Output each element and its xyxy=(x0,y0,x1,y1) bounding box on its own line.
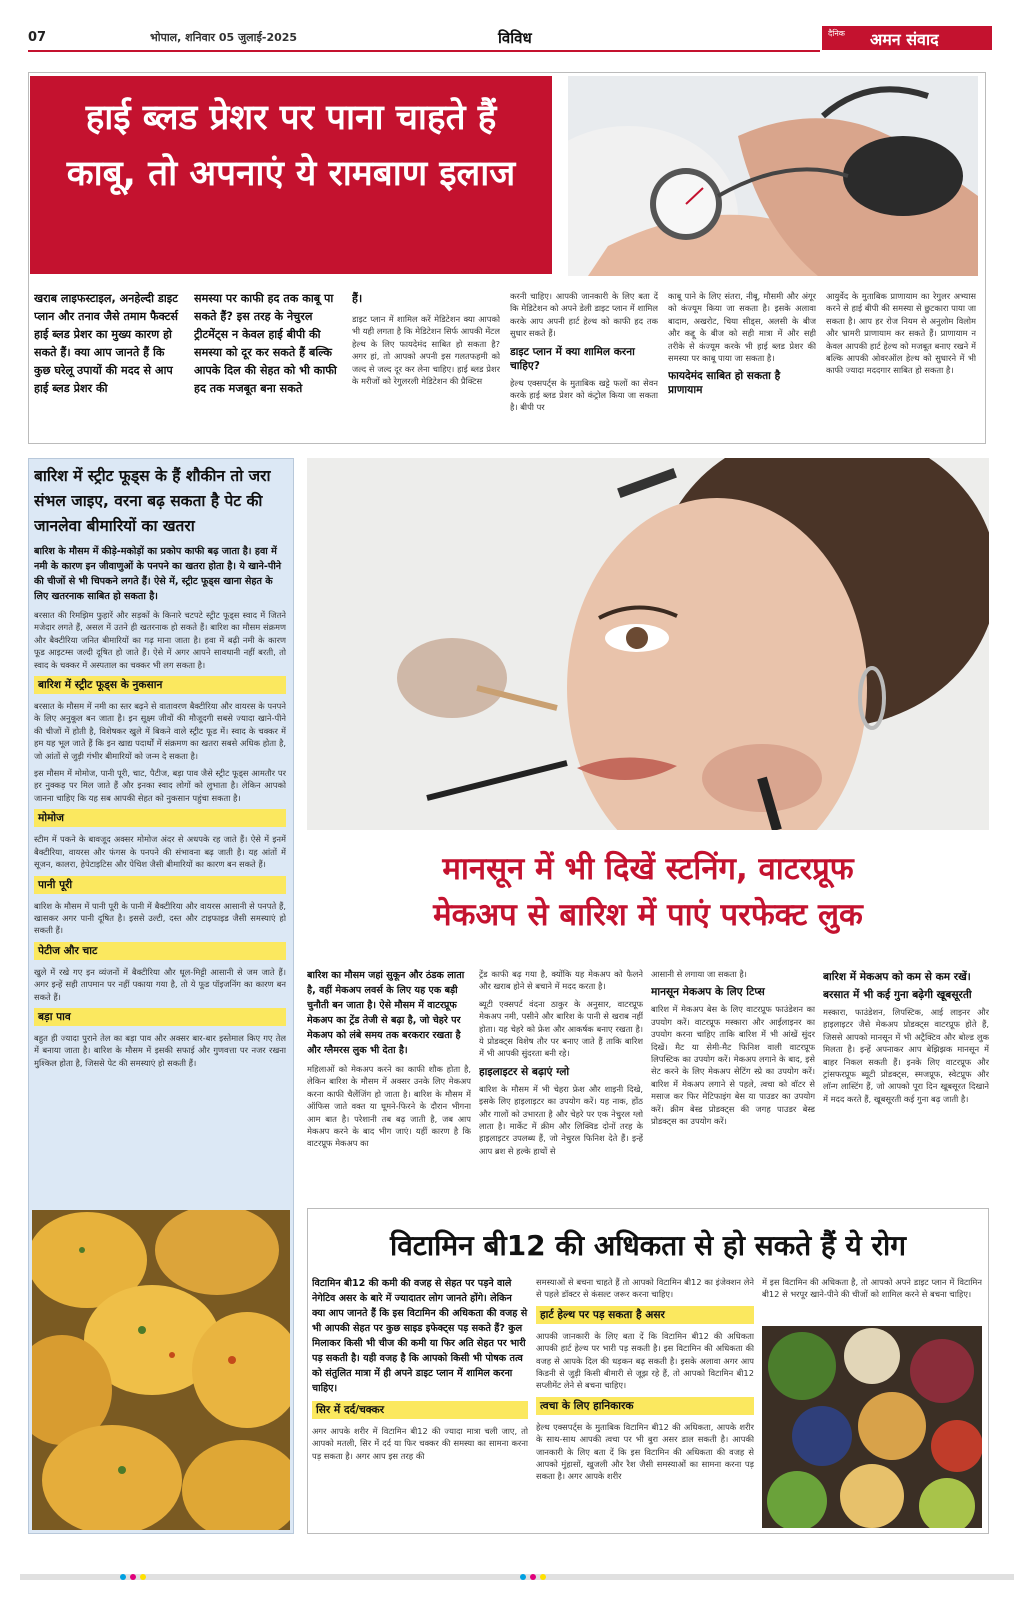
makeup-p3: ब्यूटी एक्सपर्ट वंदना ठाकुर के अनुसार, वाटरप्रूफ मेकअप नमी, पसीने और बारिश के पानी से खराब नहीं होता। यह चेहरे को फ्रेश और आकर्षक बनाए रखता है। ये प्रोडक्ट्स विशेष तौर पर बनाए जाते हैं ताकि बारिश में भी आपकी सुंदरता बनी रहे। xyxy=(479,998,643,1059)
bp-column-1 xyxy=(34,290,182,440)
makeup-photo xyxy=(307,458,989,830)
bp-photo xyxy=(568,76,978,276)
streetfood-p2: बरसात के मौसम में नमी का स्तर बढ़ने से वातावरण बैक्टीरिया और वायरस के पनपने के लिए अनुकूल बन जाता है। इन सूक्ष्म जीवों की मौजूदगी सबसे ज्यादा खाने-पीने की चीजों में होती है, विशेषकर खुले में बिकने वाले स्ट्रीट फूड में। स्वाद के चक्कर में हम यह भूल जाते हैं कि इन खाद्य पदार्थों में संक्रमण का खतरा सबसे अधिक होता है, जो आंतों से जुड़ी गंभीर बीमारियों को जन्म दे सकता है। xyxy=(34,701,286,761)
reg-mark-magenta-2 xyxy=(530,1574,536,1580)
streetfood-subhead-momos: मोमोज xyxy=(34,809,286,827)
makeup-subhead-beauty: बरसात में भी कई गुना बढ़ेगी खूबसूरती xyxy=(823,989,972,1001)
makeup-headline-line-1: मानसून में भी दिखें स्टनिंग, वाटरप्रूफ xyxy=(442,851,854,887)
section-label: विविध xyxy=(498,29,532,47)
makeup-col4-lead: बारिश में मेकअप को कम से कम रखें। xyxy=(823,971,971,983)
makeup-column-4 xyxy=(823,968,989,1200)
streetfood-subhead-badapav: बड़ा पाव xyxy=(34,1008,286,1026)
makeup-subhead-highlighter: हाइलाइटर से बढ़ाएं ग्लो xyxy=(479,1065,570,1078)
b12-p5: में इस विटामिन की अधिकता है, तो आपको अपने डाइट प्लान में विटामिन बी12 से भरपूर खाने-पीने की चीजों को शामिल करने से बचना चाहिए। xyxy=(762,1277,982,1300)
makeup-p5: आसानी से लगाया जा सकता है। xyxy=(651,969,747,979)
bp-text-4b: हेल्थ एक्सपर्ट्स के मुताबिक खट्टे फलों का सेवन करके हाई ब्लड प्रेशर को कंट्रोल किया जा सकता है। बीपी पर xyxy=(510,377,658,413)
streetfood-subhead-harm: बारिश में स्ट्रीट फूड्स के नुकसान xyxy=(34,676,286,694)
b12-lead: विटामिन बी12 की कमी की वजह से सेहत पर पड़ने वाले नेगेटिव असर के बारे में ज्यादातर लोग जानते होंगे। लेकिन क्या आप जानते हैं कि इस विटामिन की अधिकता की वजह से भी आपकी सेहत पर कुछ साइड इफेक्ट्स पड़ सकते हैं? कुल मिलाकर किसी भी चीज की कमी या फिर अति सेहत पर भारी पड़ सकती है। यही वजह है कि आपको किसी भी पोषक तत्व को संतुलित मात्रा में ही अपने डाइट प्लान में शामिल करना चाहिए। xyxy=(312,1278,528,1394)
page-number: 07 xyxy=(28,30,47,45)
reg-mark-yellow-2 xyxy=(540,1574,546,1580)
b12-column-3 xyxy=(762,1276,982,1324)
bp-subhead-pranayam: फायदेमंद साबित हो सकता है प्राणायाम xyxy=(668,370,781,397)
makeup-headline xyxy=(307,846,989,938)
bp-column-2 xyxy=(194,290,342,440)
bp-column-6 xyxy=(826,290,976,440)
b12-p3: आपकी जानकारी के लिए बता दें कि विटामिन बी12 की अधिकता आपकी हार्ट हेल्थ पर भारी पड़ सकती है। इस विटामिन की अधिकता की वजह से आपके दिल की धड़कन बढ़ सकती है। इसके अलावा अगर आप किडनी से जुड़ी किसी बीमारी से जूझ रहे हैं, तो आपको विटामिन बी12 सप्लीमेंट लेने से बचना चाहिए। xyxy=(536,1330,754,1391)
streetfood-p1: बरसात की रिमझिम फुहारें और सड़कों के किनारे चटपटे स्ट्रीट फूड्स स्वाद में जितने मजेदार लगते हैं, असल में उतने ही खतरनाक हो सकते हैं। बारिश का मौसम संक्रमण और बैक्टीरिया जनित बीमारियों का गढ़ माना जाता है। हवा में बढ़ी नमी के कारण फूड आइटम्स जल्दी दूषित हो जाते हैं। ऐसे में अगर आपने सावधानी नहीं बरती, तो स्वाद के चक्कर में अस्पताल का चक्कर भी लग सकता है। xyxy=(34,610,286,670)
bp-text-6: आयुर्वेद के मुताबिक प्राणायाम का रेगुलर अभ्यास करने से हाई बीपी की समस्या से छुटकारा पाया जा सकता है। आप हर रोज नियम से अनुलोम विलोम और भ्रामरी प्राणायाम कर सकते हैं। प्राणायाम न केवल आपकी हार्ट हेल्थ को मजबूत बनाए रखने में बल्कि आपकी ओवरऑल हेल्थ को सुधारने में भी काफी ज्यादा मददगार साबित हो सकता है। xyxy=(826,291,976,376)
brand-small: दैनिक xyxy=(828,29,845,38)
streetfood-p5: बारिश के मौसम में पानी पूरी के पानी में बैक्टीरिया और वायरस आसानी से पनपते हैं, खासकर अगर पानी दूषित है। इससे उल्टी, दस्त और टाइफाइड जैसी समस्याएं हो सकती हैं। xyxy=(34,900,286,936)
b12-subhead-headache: सिर में दर्द/चक्कर xyxy=(312,1401,528,1419)
streetfood-p7: बहुत ही ज्यादा पुराने तेल का बड़ा पाव और अक्सर बार-बार इस्तेमाल किए गए तेल में बनाया जाता है। बारिश के मौसम में इसकी सफाई और गुणवत्ता पर नजर रखना मुश्किल होता है, जिससे पेट की समस्याएं हो सकती हैं। xyxy=(34,1032,286,1068)
makeup-p4: बारिश के मौसम में भी चेहरा फ्रेश और शाइनी दिखे, इसके लिए हाइलाइटर का उपयोग करें। यह नाक, होंठ और गालों को उभारता है और चेहरे पर एक नेचुरल ग्लो लाता है। मार्केट में क्रीम और लिक्विड दोनों तरह के हाइलाइटर उपलब्ध हैं, जो नेचुरल फिनिश देते हैं। इन्हें आप ब्रश से हल्के हाथों से xyxy=(479,1083,643,1156)
bp-headline-box xyxy=(30,76,552,274)
reg-mark-cyan-2 xyxy=(520,1574,526,1580)
streetfood-headline: बारिश में स्ट्रीट फूड्स के हैं शौकीन तो जरा संभल जाइए, वरना बढ़ सकता है पेट की जानलेवा बीमारियों का खतरा xyxy=(34,467,271,535)
streetfood-content xyxy=(34,464,286,1204)
streetfood-p4: स्टीम में पकने के बावजूद अक्सर मोमोज अंदर से अधपके रह जाते हैं। ऐसे में इनमें बैक्टीरिया, वायरस और फंगस के पनपने की संभावना बढ़ जाती है। यह आंतों में सूजन, कालरा, हेपेटाइटिस और पेचिश जैसी बीमारियों का कारण बन सकते हैं। xyxy=(34,834,286,870)
bp-text-5: काबू पाने के लिए संतरा, नीबू, मौसमी और अंगूर को कंज्यूम किया जा सकता है। इसके अलावा बादाम, अखरोट, चिया सीड्स, अलसी के बीज और कद्दू के बीज को सही मात्रा में और सही तरीके से कंज्यूम करके भी हाई ब्लड प्रेशर की समस्या पर काबू पाया जा सकता है। xyxy=(668,291,816,364)
makeup-p6: मस्कारा, फाउंडेशन, लिपस्टिक, आई लाइनर और हाइलाइटर जैसे मेकअप प्रोडक्ट्स वाटरप्रूफ होते हैं, जिससे आपको मानसून में भी अट्रैक्टिव और बोल्ड लुक मिलता है। इन्हें अपनाकर आप बेझिझक मानसून में बाहर निकल सकती हैं। इनके लिए वाटरप्रूफ और ट्रांसफरप्रूफ ब्यूटी प्रोडक्ट्स, स्मजप्रूफ, स्वेटप्रूफ और लॉन्ग लास्टिंग हैं, जो आपको पूरा दिन खूबसूरत दिखाने में मदद करते हैं, खूबसूरती कई गुना बढ़ जाती है। xyxy=(823,1007,989,1104)
b12-subhead-skin: त्वचा के लिए हानिकारक xyxy=(536,1397,754,1415)
bp-text-3: डाइट प्लान में शामिल करें मेडिटेशन क्या आपको भी यही लगता है कि मेडिटेशन सिर्फ आपकी मेंटल हेल्थ के लिए फायदेमंद साबित हो सकता है? अगर हां, तो आपको अपनी इस गलतफहमी को जल्द से जल्द दूर कर लेना चाहिए। हाई ब्लड प्रेशर के मरीजों को रेगुलरली मेडिटेशन की प्रैक्टिस xyxy=(352,314,500,387)
reg-mark-yellow xyxy=(140,1574,146,1580)
bp-subhead-diet: डाइट प्लान में क्या शामिल करना चाहिए? xyxy=(510,345,635,372)
reg-mark-magenta xyxy=(130,1574,136,1580)
b12-p2: समस्याओं से बचना चाहते हैं तो आपको विटामिन बी12 का इंजेक्शन लेने से पहले डॉक्टर से कंसल्ट जरूर करना चाहिए। xyxy=(536,1277,754,1300)
makeup-lead: बारिश का मौसम जहां सुकून और ठंडक लाता है, वहीं मेकअप लवर्स के लिए यह एक बड़ी चुनौती बन जाता है। ऐसे मौसम में वाटरप्रूफ मेकअप का ट्रेंड तेजी से बढ़ा है, जो चेहरे पर मेकअप को लंबे समय तक बरकरार रखता है और ग्लैमरस लुक भी देता है। xyxy=(307,970,465,1056)
streetfood-p6: खुले में रखे गए इन व्यंजनों में बैक्टीरिया और धूल-मिट्टी आसानी से जम जाते हैं। अगर इन्हें सही तापमान पर नहीं पकाया गया है, तो ये फूड पॉइजनिंग का कारण बन सकते हैं। xyxy=(34,966,286,1002)
bp-column-5 xyxy=(668,290,816,440)
b12-p1: अगर आपके शरीर में विटामिन बी12 की ज्यादा मात्रा चली जाए, तो आपको मतली, सिर में दर्द या फिर चक्कर की समस्या का सामना करना पड़ सकता है। अगर आप इस तरह की xyxy=(312,1426,528,1461)
b12-headline: विटामिन बी12 की अधिकता से हो सकते हैं ये रोग xyxy=(389,1229,906,1262)
masthead xyxy=(0,0,1034,60)
b12-subhead-heart: हार्ट हेल्थ पर पड़ सकता है असर xyxy=(536,1306,754,1324)
makeup-headline-line-2: मेकअप से बारिश में पाएं परफेक्ट लुक xyxy=(433,897,863,933)
dateline: भोपाल, शनिवार 05 जुलाई-2025 xyxy=(150,31,298,44)
makeup-column-2 xyxy=(479,968,643,1200)
bp-column-4 xyxy=(510,290,658,440)
brand-name: अमन संवाद xyxy=(870,30,939,49)
bp-column-3 xyxy=(352,290,500,440)
makeup-p1: महिलाओं को मेकअप करने का काफी शौक होता है, लेकिन बारिश के मौसम में अक्सर उनके लिए मेकअप करना काफी चैलेंजिंग हो जाता है। बारिश के मौसम में ऑफिस जाते वक्त या घूमने-फिरने के दौरान भीगना आम बात है। परेशानी तब बढ़ जाती है, जब आप मेकअप करने के बाद भीग जाएं। यहीं कारण है कि वाटरप्रूफ मेकअप का xyxy=(307,1064,471,1149)
makeup-tips: बारिश में मेकअप बेस के लिए वाटरप्रूफ फाउंडेशन का उपयोग करें। वाटरप्रूफ मस्कारा और आईलाइनर का उपयोग करना चाहिए ताकि बारिश में भी आंखें सुंदर दिखें। मैट या सेमी-मैट फिनिश वाली वाटरप्रूफ लिपस्टिक का उपयोग करें। मेकअप लगाने के बाद, इसे सेट करने के लिए मेकअप सेटिंग स्प्रे का उपयोग करें। बारिश में मेकअप लगाने से पहले, त्वचा को वॉटर से मसाज कर फिर मेटिफाइंग बेस या पाउडर का उपयोग करें। क्रीम बेस्ड प्रोडक्ट्स की जगह पाउडर बेस्ड प्रोडक्ट्स का उपयोग करें। xyxy=(651,1004,815,1127)
streetfood-lead: बारिश के मौसम में कीड़े-मकोड़ों का प्रकोप काफी बढ़ जाता है। हवा में नमी के कारण इन जीवाणुओं के पनपने का खतरा होता है। ये खाने-पीने की चीजों से भी चिपकने लगते हैं। ऐसे में, स्ट्रीट फूड्स खाना सेहत के लिए खतरनाक साबित हो सकता है। xyxy=(34,546,282,602)
makeup-column-3 xyxy=(651,968,815,1200)
reg-mark-cyan xyxy=(120,1574,126,1580)
makeup-column-1 xyxy=(307,968,471,1200)
streetfood-subhead-panipuri: पानी पूरी xyxy=(34,876,286,894)
streetfood-photo xyxy=(32,1210,290,1530)
bp-text-4a: करनी चाहिए। आपकी जानकारी के लिए बता दें कि मेडिटेशन को अपने डेली डाइट प्लान में शामिल करके आप अपनी हार्ट हेल्थ को काफी हद तक सुधार सकते हैं। xyxy=(510,291,658,339)
makeup-subhead-tips: मानसून मेकअप के लिए टिप्स xyxy=(651,986,765,999)
bp-text-1: खराब लाइफस्टाइल, अनहेल्दी डाइट प्लान और तनाव जैसे तमाम फैक्टर्स हाई ब्लड प्रेशर का मुख्य कारण हो सकते हैं। क्या आप जानते हैं कि कुछ घरेलू उपायों की मदद से आप हाई ब्लड प्रेशर की xyxy=(34,292,178,395)
brand-logo xyxy=(822,26,992,50)
masthead-rule xyxy=(28,50,820,52)
b12-p4: हेल्थ एक्सपर्ट्स के मुताबिक विटामिन बी12 की अधिकता, आपके शरीर के साथ-साथ आपकी त्वचा पर भी बुरा असर डाल सकती है। आपकी जानकारी के लिए बता दें कि इस विटामिन की अधिकता की वजह से आपको मुंहासों, खुजली और रैश जैसी समस्याओं का सामना करना पड़ सकता है। अगर आपके शरीर xyxy=(536,1421,754,1482)
registration-marks xyxy=(120,1574,920,1580)
bp-text-3-lead: हैं। xyxy=(352,292,363,305)
bp-text-2: समस्या पर काफी हद तक काबू पा सकते हैं? इस तरह के नेचुरल ट्रीटमेंट्स न केवल हाई बीपी की समस्या को दूर कर सकते हैं बल्कि आपके दिल की सेहत को भी काफी हद तक मजबूत बना सकते xyxy=(194,292,337,395)
bp-headline: हाई ब्लड प्रेशर पर पाना चाहते हैं काबू, तो अपनाएं ये रामबाण इलाज xyxy=(66,98,516,194)
b12-food-photo xyxy=(762,1326,982,1528)
b12-column-2 xyxy=(536,1276,754,1528)
streetfood-p3: इस मौसम में मोमोज, पानी पूरी, चाट, पैटीज, बड़ा पाव जैसे स्ट्रीट फूड्स आमतौर पर हर नुक्कड़ पर मिल जाते हैं और इनका स्वाद लोगों को लुभाता है। लेकिन आपको जानना चाहिए कि यह सब आपकी सेहत को नुकसान पहुंचा सकता है। xyxy=(34,768,286,803)
streetfood-subhead-patties: पेटीज और चाट xyxy=(34,942,286,960)
b12-column-1 xyxy=(312,1276,528,1528)
makeup-p2: ट्रेंड काफी बढ़ गया है, क्योंकि यह मेकअप को फैलने और खराब होने से बचाने में मदद करता है। xyxy=(479,969,643,992)
